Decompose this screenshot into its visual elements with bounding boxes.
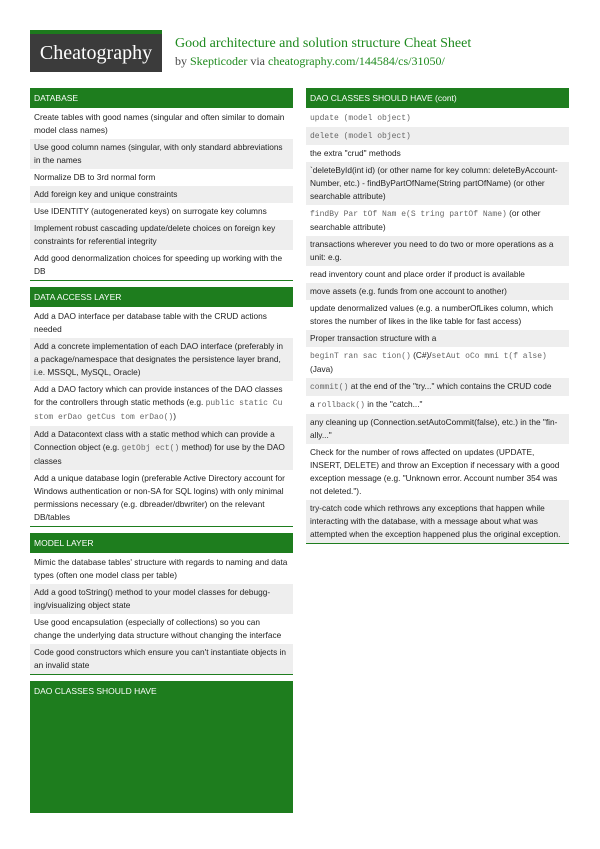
dao-classes-section [30,681,293,813]
code-snippet: findBy Par tOf Nam e(S tring partOf Name) [310,210,507,219]
via-label: via [250,54,265,68]
list-item: move assets (e.g. funds from one account to another) [306,283,569,300]
list-item: Normalize DB to 3rd normal form [30,169,293,186]
item-text: a [310,399,317,409]
item-text: method) for use by the DAO classes [34,442,285,466]
database-section [30,88,293,281]
list-item: any cleaning up (Connection.setAutoCommit(false), etc.) in the "fin-ally..." [306,414,569,444]
list-item: the extra "crud" methods [306,145,569,162]
list-item: Use good column names (singular, with only standard abbreviations in the names [30,139,293,169]
cheatography-logo[interactable] [30,30,162,72]
list-item: `deleteById(int id) (or other name for key column: deleteByAccount-Number, etc.) - findByPartOfName(String partOfName) (or other searchable attribute) [306,162,569,205]
list-item: Add a concrete implementation of each DAO interface (preferably in a package/namespace that designates the persistence layer brand, i.e. MSSQL, MySQL, Oracle) [30,338,293,381]
code-snippet: delete (model object) [310,132,411,141]
section-heading: DATABASE [30,88,293,109]
list-item: Add a DAO interface per database table with the CRUD actions needed [30,308,293,338]
list-item [306,127,569,145]
list-item: Add a unique database login (preferable Active Directory account for Windows authentication or non-SA for SQL logins) with only minimal permissions necessary (e.g. dbreader/dbwriter) on the relevant DB/tables [30,470,293,526]
right-column [306,88,569,550]
list-item: Implement robust cascading update/delete choices on foreign key constraints for referential integrity [30,220,293,250]
list-item: Add a good toString() method to your model classes for debugg-ing/visualizing object state [30,584,293,614]
item-text: in the "catch..." [364,399,423,409]
list-item [30,381,293,426]
code-snippet: rollback() [316,401,365,410]
sheet-url-link[interactable]: cheatography.com/144584/cs/31050/ [268,54,445,68]
data-access-section [30,287,293,527]
list-item: Code good constructors which ensure you can't instantiate objects in an invalid state [30,644,293,674]
item-text: (or other searchable attribute) [310,208,541,232]
list-item: transactions wherever you need to do two or more operations as a unit: e.g. [306,236,569,266]
author-link[interactable]: Skepticoder [190,54,248,68]
item-text: ) [173,411,176,421]
section-heading: DAO CLASSES SHOULD HAVE (cont) [306,88,569,109]
code-snippet: setAut oCo mmi t(f alse) [431,352,547,361]
list-item [306,205,569,236]
by-label: by [175,54,187,68]
list-item: Proper transaction structure with a [306,330,569,347]
section-heading: MODEL LAYER [30,533,293,554]
item-text: (C#)/ [410,350,432,360]
left-column [30,88,293,819]
code-snippet: getObj ect() [121,444,180,453]
item-text: (Java) [310,364,334,374]
code-snippet: public static Cu stom erDao getCus tom erDao() [34,399,283,422]
list-item: Use good encapsulation (especially of collections) so you can change the underlying data structure without changing the interface [30,614,293,644]
section-heading: DATA ACCESS LAYER [30,287,293,308]
item-text: Add a DAO factory which can provide instances of the DAO classes for the controllers through static methods (e.g. [34,384,283,407]
list-item [306,396,569,414]
dao-classes-cont-section [306,88,569,544]
list-item: Mimic the database tables' structure with regards to naming and data types (often one model class per table) [30,554,293,584]
model-section [30,533,293,675]
list-item: update denormalized values (e.g. a numberOfLikes column, which stores the number of likes in the like table for fast access) [306,300,569,330]
logo-text: Cheatography [39,42,153,64]
code-snippet: beginT ran sac tion() [310,352,411,361]
item-text: Add a Datacontext class with a static method which can provide a Connection object (e.g. [34,429,275,452]
item-text: at the end of the "try..." which contains the CRUD code [348,381,552,391]
list-item: Use IDENTITY (autogenerated keys) on surrogate key columns [30,203,293,220]
list-item [306,378,569,396]
byline [175,54,445,69]
list-item: Add good denormalization choices for speeding up working with the DB [30,250,293,280]
code-snippet: commit() [310,383,349,392]
page-title: Good architecture and solution structure Cheat Sheet [175,36,472,51]
list-item: try-catch code which rethrows any exceptions that happen while interacting with the database, with a message about what was attempted when the exception happened plus the original exception. [306,500,569,543]
list-item: read inventory count and place order if product is available [306,266,569,283]
list-item [306,109,569,127]
list-item: Add foreign key and unique constraints [30,186,293,203]
list-item: Create tables with good names (singular and often similar to domain model class names) [30,109,293,139]
section-heading: DAO CLASSES SHOULD HAVE [30,681,293,701]
list-item [30,426,293,470]
list-item [306,347,569,378]
code-snippet: update (model object) [310,114,411,123]
list-item: Check for the number of rows affected on updates (UPDATE, INSERT, DELETE) and throw an Exception if necessary with a good exception message (e.g. "Unknown error. Account number 354 was not deleted."). [306,444,569,500]
